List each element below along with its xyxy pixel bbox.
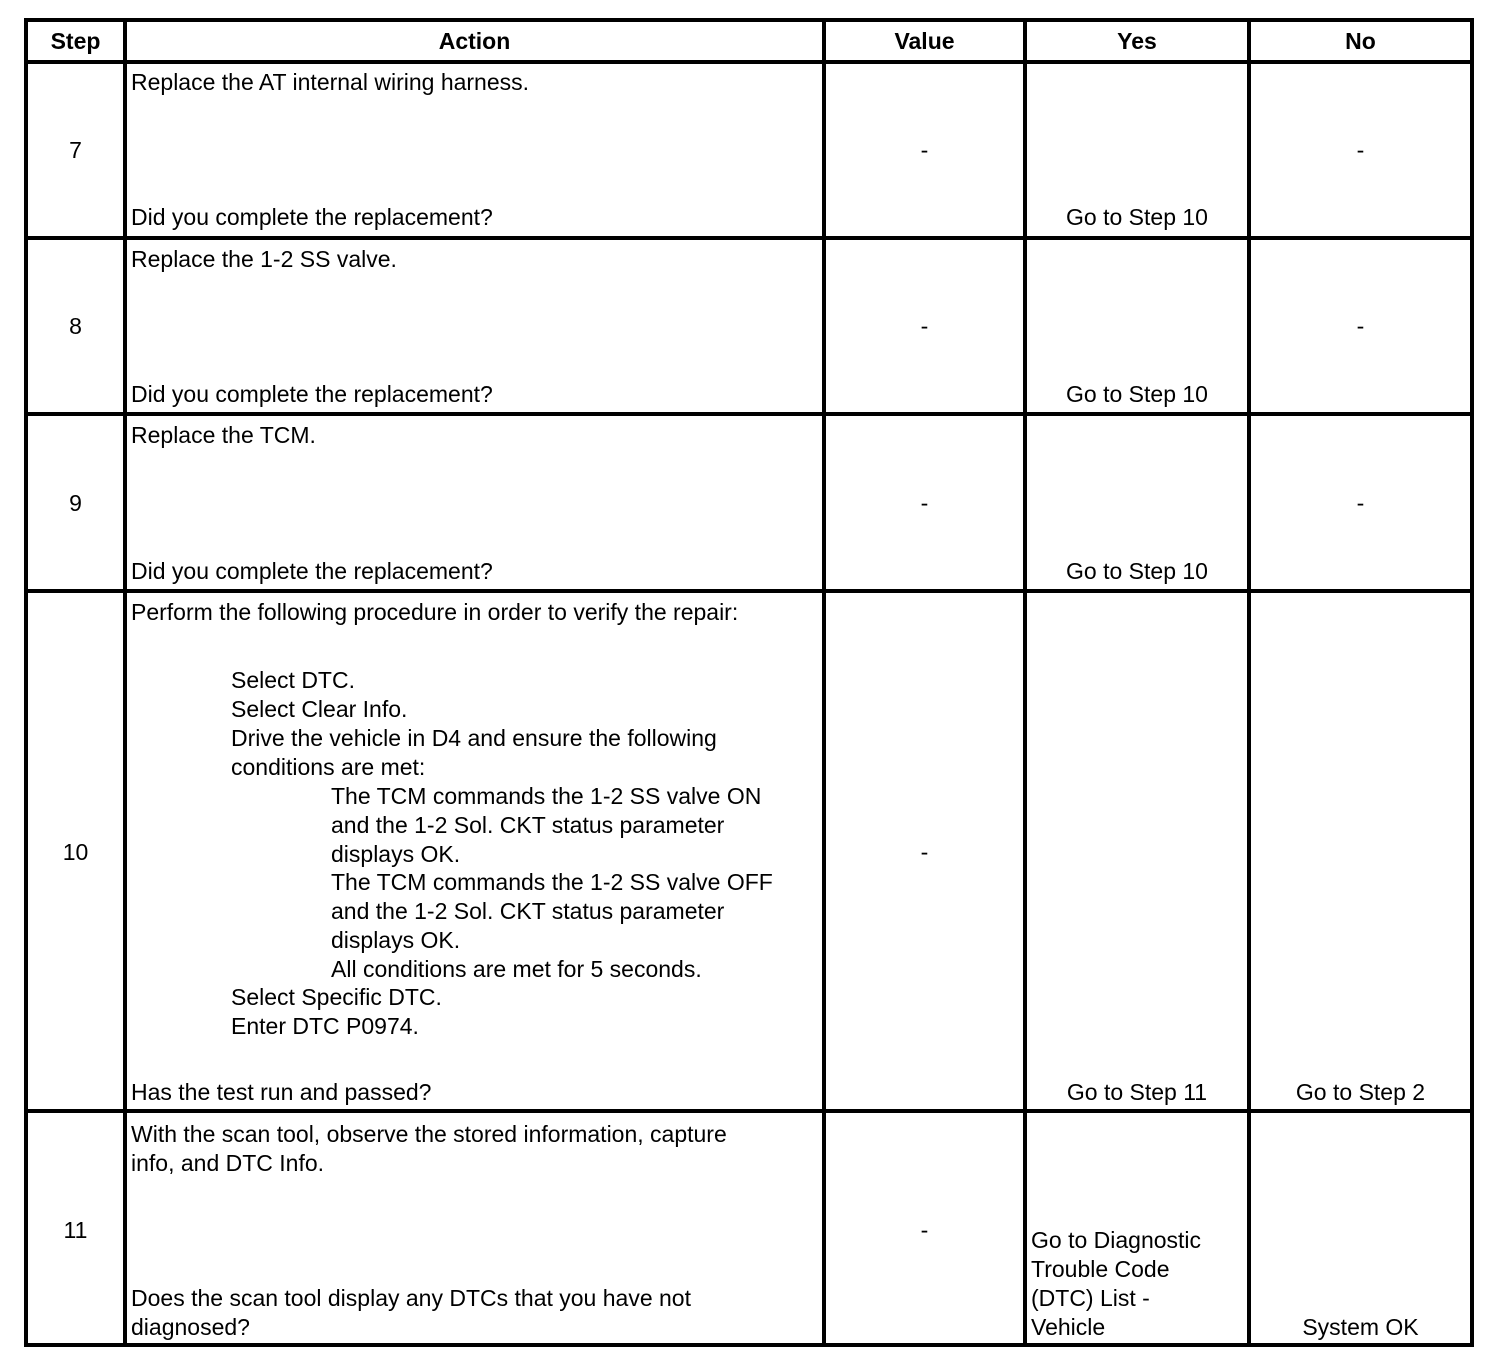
procedure-step: Enter DTC P0974.: [231, 1013, 419, 1039]
value-cell: -: [920, 137, 929, 163]
yes-cell: Go to Step 10: [1066, 381, 1208, 407]
table-border-bottom: [24, 1343, 1474, 1347]
action-question: Has the test run and passed?: [131, 1079, 432, 1105]
row-divider: [24, 589, 1474, 593]
value-cell: -: [920, 313, 929, 339]
column-divider: [1247, 18, 1251, 1347]
action-text: Perform the following procedure in order to verify the repair:: [131, 599, 739, 625]
action-text: Replace the TCM.: [131, 422, 316, 448]
step-number: 8: [69, 313, 82, 339]
column-header-yes: Yes: [1117, 28, 1157, 54]
row-divider: [24, 1109, 1474, 1113]
table-border-left: [24, 18, 28, 1347]
procedure-step: Select DTC.: [231, 667, 355, 693]
procedure-substep: and the 1-2 Sol. CKT status parameter: [331, 898, 725, 924]
yes-cell: Go to Diagnostic: [1031, 1227, 1202, 1253]
row-divider: [24, 412, 1474, 416]
procedure-substep: The TCM commands the 1-2 SS valve ON: [331, 783, 762, 809]
yes-cell: Trouble Code: [1031, 1256, 1170, 1282]
yes-cell: (DTC) List -: [1031, 1285, 1150, 1311]
table-border-top: [24, 18, 1474, 22]
table-border-right: [1470, 18, 1474, 1347]
step-number: 9: [69, 490, 82, 516]
action-text: info, and DTC Info.: [131, 1150, 325, 1176]
column-divider: [123, 18, 127, 1347]
action-question: Did you complete the replacement?: [131, 381, 493, 407]
row-divider: [24, 236, 1474, 240]
step-number: 10: [62, 839, 89, 865]
value-cell: -: [920, 839, 929, 865]
action-question: Does the scan tool display any DTCs that you have not: [131, 1285, 691, 1311]
action-question: Did you complete the replacement?: [131, 204, 493, 230]
no-cell: System OK: [1302, 1314, 1419, 1340]
yes-cell: Go to Step 11: [1066, 1079, 1208, 1105]
no-cell: -: [1356, 490, 1365, 516]
column-header-no: No: [1345, 28, 1376, 54]
action-text: Replace the 1-2 SS valve.: [131, 246, 397, 272]
step-number: 7: [69, 137, 82, 163]
yes-cell: Go to Step 10: [1066, 558, 1208, 584]
procedure-step: Select Clear Info.: [231, 696, 408, 722]
no-cell: Go to Step 2: [1295, 1079, 1426, 1105]
action-question: diagnosed?: [131, 1314, 250, 1340]
procedure-substep: The TCM commands the 1-2 SS valve OFF: [331, 869, 773, 895]
no-cell: -: [1356, 313, 1365, 339]
procedure-step: Drive the vehicle in D4 and ensure the following: [231, 725, 717, 751]
procedure-substep: and the 1-2 Sol. CKT status parameter: [331, 812, 725, 838]
no-cell: -: [1356, 137, 1365, 163]
action-text: Replace the AT internal wiring harness.: [131, 69, 530, 95]
procedure-substep: displays OK.: [331, 927, 461, 953]
yes-cell: Go to Step 10: [1066, 204, 1208, 230]
column-header-action: Action: [438, 28, 511, 54]
column-header-step: Step: [50, 28, 101, 54]
value-cell: -: [920, 490, 929, 516]
step-number: 11: [63, 1217, 88, 1243]
column-header-value: Value: [894, 28, 955, 54]
procedure-substep: All conditions are met for 5 seconds.: [331, 956, 702, 982]
header-divider: [24, 60, 1474, 64]
column-divider: [822, 18, 826, 1347]
procedure-step: Select Specific DTC.: [231, 984, 442, 1010]
value-cell: -: [920, 1217, 929, 1243]
action-text: With the scan tool, observe the stored information, capture: [131, 1121, 727, 1147]
procedure-step: conditions are met:: [231, 754, 426, 780]
procedure-substep: displays OK.: [331, 841, 461, 867]
yes-cell: Vehicle: [1031, 1314, 1106, 1340]
action-question: Did you complete the replacement?: [131, 558, 493, 584]
